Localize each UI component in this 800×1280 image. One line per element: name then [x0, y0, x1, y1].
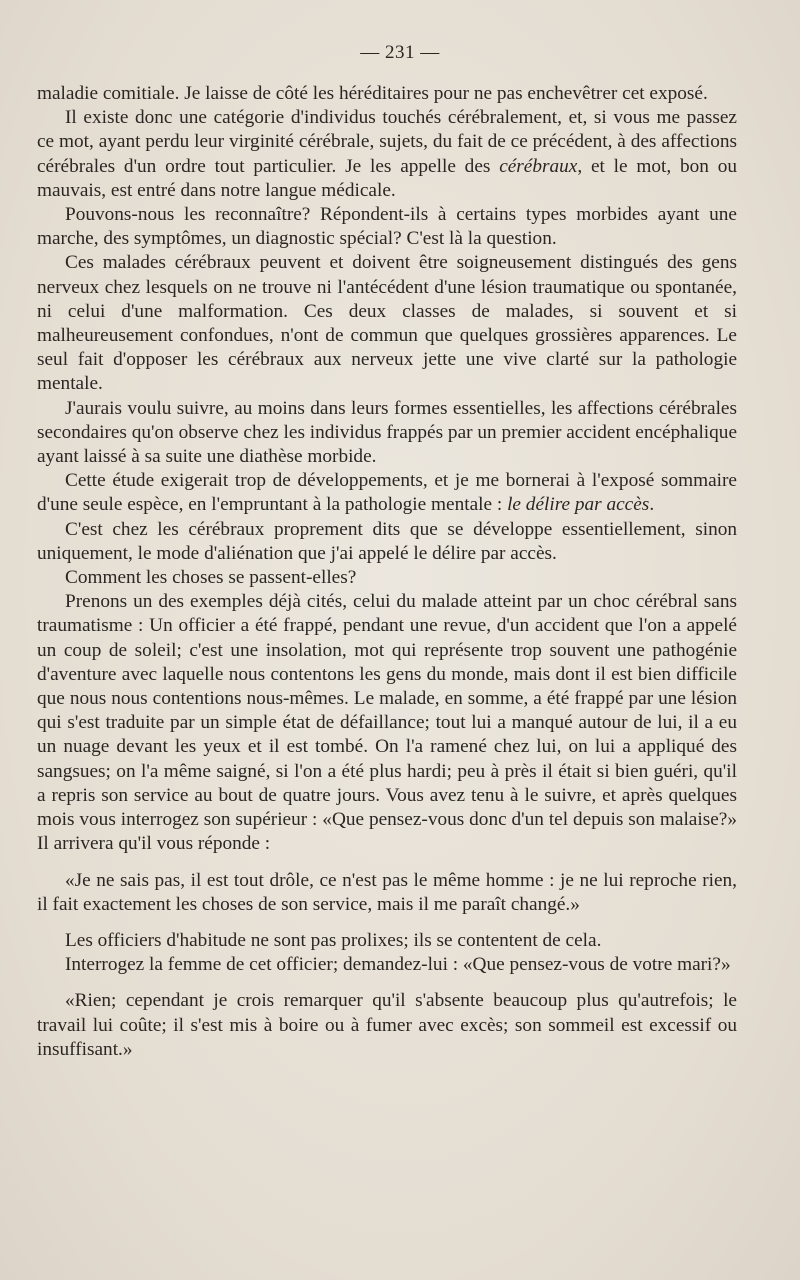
text-run: maladie comitiale. Je laisse de côté les héréditaires pour ne pas enchevêtrer cet exposé. [37, 83, 708, 104]
paragraph [37, 469, 737, 517]
text-run: Comment les choses se passent-elles? [65, 567, 357, 589]
paragraph [37, 953, 737, 977]
paragraph [37, 251, 737, 396]
text-run: Les officiers d'habitude ne sont pas prolixes; ils se contentent de cela. [65, 929, 602, 951]
paragraph [37, 518, 737, 566]
italic-term: cérébraux [499, 155, 578, 177]
paragraph [37, 989, 737, 1062]
page-number: — 231 — [360, 42, 440, 63]
paragraph [37, 397, 737, 470]
body-text [37, 82, 737, 1062]
text-run: Ces malades cérébraux peuvent et doivent être soigneusement distingués des gens nerveux chez lesquels on ne trouve ni l'antécédent d'une lésion traumatique ou spontanée, ni celui d'une malformation. Ces deux classes de malades, si souvent et si malheureusement confondues, n'ont de commun que quelques grossières apparences. Le seul fait d'opposer les cérébraux aux nerveux jette une vive clarté sur la pathologie mentale. [37, 252, 737, 395]
paragraph [37, 929, 737, 953]
text-run: J'aurais voulu suivre, au moins dans leurs formes essentielles, les affections cérébrales secondaires qu'on observe chez les individus frappés par un premier accident encéphalique ayant laissé à sa suite une diathèse morbide. [37, 397, 737, 468]
paragraph [37, 203, 737, 251]
text-run: «Rien; cependant je crois remarquer qu'il s'absente beaucoup plus qu'autrefois; le travail lui coûte; il s'est mis à boire ou à fumer avec excès; son sommeil est excessif ou insuffisant.» [37, 990, 737, 1060]
text-run: Interrogez la femme de cet officier; demandez-lui : «Que pensez-vous de votre mari?» [65, 954, 731, 976]
text-run: C'est chez les cérébraux proprement dits que se développe essentiellement, sinon uniquement, le mode d'aliénation que j'ai appelé le délire par accès. [37, 518, 737, 564]
text-run: Il existe donc une catégorie d'individus touchés cérébralement, et, si vous me passez ce mot, ayant perdu leur virginité cérébrale, sujets, du fait de ce précédent, à des affections cérébrales d'un ordre tout particulier. Je les appelle des [37, 107, 737, 177]
text-run: Prenons un des exemples déjà cités, celui du malade atteint par un choc cérébral sans traumatisme : Un officier a été frappé, pendant une revue, d'un accident que l'on a appelé un coup de soleil; c'est une insolation, mot qui représente trop souvent une pathogénie d'aventure avec laquelle nous contentons les gens du monde, mais dont il est bien difficile que nous nous contentions nous-mêmes. Le malade, en somme, a été frappé par une lésion qui s'est traduite par un simple état de défaillance; tout lui a manqué autour de lui, il a eu un nuage devant les yeux et il est tombé. On l'a ramené chez lui, on lui a appliqué des sangsues; on l'a même saigné, si l'on a été plus hardi; peu à près il était si bien guéri, qu'il a repris son service au bout de quatre jours. Vous avez tenu à le suivre, et après quelques mois vous interrogez son supérieur : «Que pensez-vous donc d'un tel depuis son malaise?» Il arrivera qu'il vous réponde : [37, 591, 737, 855]
paragraph [37, 82, 737, 106]
text-run: «Je ne sais pas, il est tout drôle, ce n'est pas le même homme : je ne lui reproche rien, il fait exactement les choses de son service, mais il me paraît changé.» [37, 869, 737, 915]
text-run: Pouvons-nous les reconnaître? Répondent-ils à certains types morbides ayant une marche, des symptômes, un diagnostic spécial? C'est là la question. [37, 204, 737, 250]
paragraph [37, 869, 737, 917]
paragraph [37, 566, 737, 590]
paragraph [37, 590, 737, 856]
italic-term: le délire par accès [507, 494, 650, 516]
paragraph [37, 106, 737, 203]
text-run: , et le mot, bon ou mauvais, est entré dans notre langue médicale. [37, 155, 737, 201]
text-run: Cette étude exigerait trop de développements, et je me bornerai à l'exposé sommaire d'une seule espèce, en l'empruntant à la pathologie mentale : [37, 470, 737, 516]
text-run: . [649, 494, 655, 516]
